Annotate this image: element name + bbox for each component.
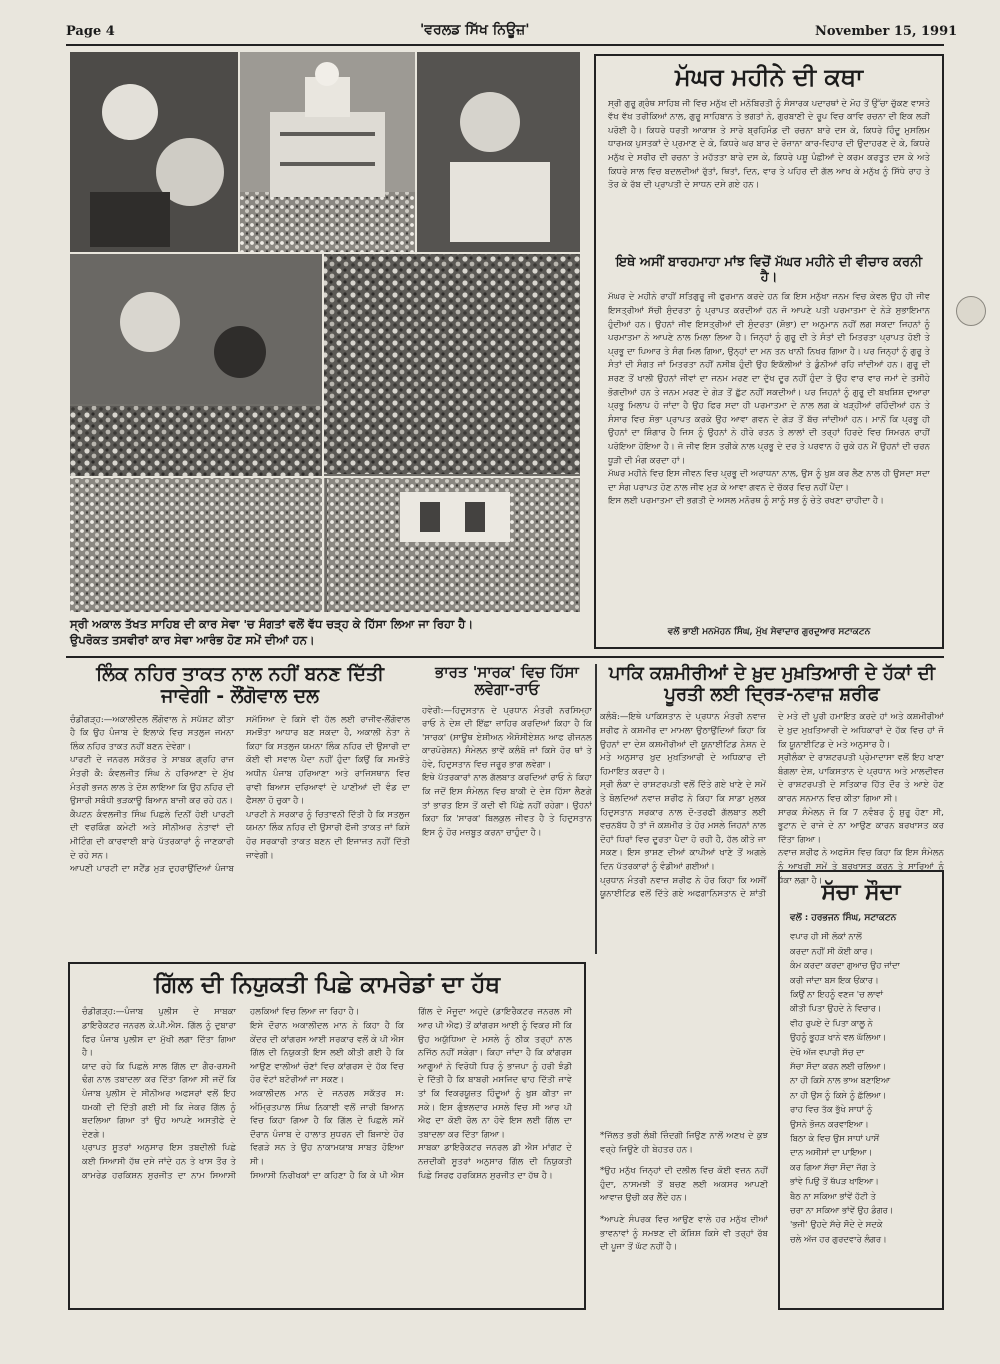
poem-line: ਬਿਠਾ ਕੇ ਵਿਚ ਉਸ ਸਾਧਾਂ ਪਾਸੋਂ (790, 1132, 880, 1143)
column-rule (595, 664, 597, 954)
gill-title: ਗਿੱਲ ਦੀ ਨਿਯੁਕਤੀ ਪਿਛੇ ਕਾਮਰੇਡਾਂ ਦਾ ਹੱਥ (153, 972, 501, 998)
photo-collage-image (70, 52, 580, 612)
poem-line: ਰਾਹ ਵਿਚ ਤੱਕ ਭੁੱਖੇ ਸਾਧਾਂ ਨੂੰ (790, 1104, 873, 1115)
poem-line: ਕੀਤੀ ਪਿਤਾ ਉਹਦੇ ਨੇ ਵਿਚਾਰ। (790, 1003, 882, 1014)
quotes-column (600, 1130, 768, 1310)
poem-line: ਚਲੇ ਅੱਜ ਹਰ ਗੁਰਦਵਾਰੇ ਲੰਗਰ। (790, 1233, 887, 1244)
poem-line: ਦਾਨ ਅਸੀਸਾਂ ਦਾ ਪਾਇਆ। (790, 1147, 873, 1158)
poem-line: ਕਰਦਾ ਨਹੀਂ ਸੀ ਕੋਈ ਕਾਰ। (790, 945, 873, 956)
quote-3: *ਆਪਣੇ ਸੰਪਰਕ ਵਿਚ ਆਉਣ ਵਾਲੇ ਹਰ ਮਨੁੱਖ ਦੀਆਂ ਭਾਵਨਾਵਾਂ ਨੂੰ ਸਮਝਣ ਦੀ ਕੋਸ਼ਿਸ਼ ਕਿਸੇ ਵੀ ਤਰ੍ਹਾਂ ਰੱਬ ਦੀ ਪੂਜਾ ਤੋਂ ਘੱਟ ਨਹੀਂ ਹੈ। (600, 1214, 768, 1253)
poem-line: ਨਾ ਹੀ ਉਸ ਨੂੰ ਕਿਸੇ ਨੂੰ ਛੱਲਿਆ। (790, 1089, 887, 1100)
issue-date: November 15, 1991 (815, 24, 958, 39)
kashmir-title: ਪਾਕਿ ਕਸ਼ਮੀਰੀਆਂ ਦੇ ਖ਼ੁਦ ਮੁਖ਼ਤਿਆਰੀ ਦੇ ਹੱਕਾਂ ਦੀ ਪੂਰਤੀ ਲਈ ਦ੍ਰਿੜ-ਨਵਾਜ਼ ਸ਼ਰੀਫ (608, 663, 936, 705)
katha-title: ਮੱਘਰ ਮਹੀਨੇ ਦੀ ਕਥਾ (675, 63, 863, 91)
katha-subhead: ਇਥੇ ਅਸੀਂ ਬਾਰਹਮਾਹਾ ਮਾਂਝ ਵਿਚੋਂ ਮੱਘਰ ਮਹੀਨੇ ਦੀ ਵੀਚਾਰ ਕਰਨੀ ਹੈ। (615, 254, 923, 285)
gill-article (68, 962, 586, 1310)
poem-line: ਕਿਉਂ ਨਾ ਇਹਨੂੰ ਵਣਜ 'ਚ ਲਾਵਾਂ (790, 988, 884, 999)
poem-line: ਭਾਂਵੇ ਪਿਉ ਤੋਂ ਥੱਪੜ ਖਾਇਆ। (790, 1176, 879, 1187)
longowal-title: ਲਿੰਕ ਨਹਿਰ ਤਾਕਤ ਨਾਲ ਨਹੀਂ ਬਨਣ ਦਿੱਤੀ ਜਾਵੇਗੀ - ਲੌਂਗੋਵਾਲ ਦਲ (96, 663, 384, 707)
katha-byline: ਵਲੋਂ ਭਾਈ ਮਨਮੋਹਨ ਸਿੰਘ, ਮੁੱਖ ਸੇਵਾਦਾਰ ਗੁਰਦੁਆਰ ਸਟਾਕਟਨ (667, 627, 871, 638)
poem-line: ਉਸਨੇ ਭੋਜਨ ਕਰਵਾਇਆ। (790, 1118, 869, 1129)
poem-line: ਉਹਨੂੰ ਭੂਹੜ ਖਾਨੇ ਵਲ ਘੱਲਿਆ। (790, 1032, 887, 1043)
photo-caption (70, 616, 585, 648)
longowal-article (70, 664, 410, 939)
sauda-byline: ਵਲੋਂ : ਹਰਭਜਨ ਸਿੰਘ, ਸਟਾਕਟਨ (790, 913, 897, 924)
header-rule (66, 44, 944, 46)
page-number: Page 4 (66, 24, 115, 39)
quote-2: *ਉਹ ਮਨੁੱਖ ਜਿਨ੍ਹਾਂ ਦੀ ਦਲੀਲ ਵਿਚ ਕੋਈ ਵਜ਼ਨ ਨਹੀਂ ਹੁੰਦਾ, ਨਾਸਮਝੀ ਤੋਂ ਬਚਣ ਲਈ ਅਕਸਰ ਆਪਣੀ ਆਵਾਜ਼ ਉਚੀ ਕਰ ਲੈਂਦੇ ਹਨ। (600, 1166, 768, 1204)
photo-caption-line2: ਉਪਰੋਕਤ ਤਸਵੀਰਾਂ ਕਾਰ ਸੇਵਾ ਆਰੰਭ ਹੋਣ ਸਮੇਂ ਦੀਆਂ ਹਨ। (70, 633, 315, 647)
section-rule (66, 656, 944, 658)
poem-line: ਦੇਖੋ ਅੱਜ ਵਪਾਰੀ ਸੱਚ ਦਾ (790, 1046, 865, 1057)
gill-body: ਚੰਡੀਗੜ੍ਹ:—ਪੰਜਾਬ ਪੁਲੀਸ ਦੇ ਸਾਬਕਾ ਡਾਇਰੈਕਟਰ ਜਨਰਲ ਕੇ.ਪੀ.ਐਸ. ਗਿੱਲ ਨੂੰ ਦੁਬਾਰਾ ਫਿਰ ਪੰਜਾਬ ਪੁਲੀਸ ਦਾ ਮੁੱਖੀ ਲਗਾ ਦਿੱਤਾ ਗਿਆ ਹੈ। ਯਾਦ ਰਹੇ ਕਿ ਪਿਛਲੇ ਸਾਲ ਗਿੱਲ ਦਾ ਗੈਰ-ਰਸਮੀ ਢੰਗ ਨਾਲ ਤਬਾਦਲਾ ਕਰ ਦਿੱਤਾ ਗਿਆ ਸੀ ਜਦੋਂ ਕਿ ਪੰਜਾਬ ਪੁਲੀਸ ਦੇ ਸੀਨੀਅਰ ਅਫਸਰਾਂ ਵਲੋਂ ਇਹ ਧਮਕੀ ਦੀ ਦਿੱਤੀ ਗਈ ਸੀ ਕਿ ਜੇਕਰ ਗਿੱਲ ਨੂੰ ਬਦਲਿਆ ਗਿਆ ਤਾਂ ਉਹ ਆਪਣੇ ਅਸਤੀਫੇ ਦੇ ਦੇਣਗੇ। ਪ੍ਰਾਪਤ ਸੂਤਰਾਂ ਅਨੁਸਾਰ ਇਸ ਤਬਦੀਲੀ ਪਿਛੇ ਕਈ ਸਿਆਸੀ ਹੱਥ ਦਸੇ ਜਾਂਦੇ ਹਨ ਤੇ ਖਾਸ ਤੌਰ ਤੇ ਕਾਮਰੇਡ ਹਰਕਿਸ਼ਨ ਸੁਰਜੀਤ ਦਾ ਨਾਮ ਸਿਆਸੀ ਹਲਕਿਆਂ ਵਿਚ ਲਿਆ ਜਾ ਰਿਹਾ ਹੈ। ਇਸੇ ਦੌਰਾਨ ਅਕਾਲੀਦਲ ਮਾਨ ਨੇ ਕਿਹਾ ਹੈ ਕਿ ਕੇਂਦਰ ਦੀ ਕਾਂਗਰਸ ਆਈ ਸਰਕਾਰ ਵਲੋਂ ਕੇ ਪੀ ਐਸ ਗਿੱਲ ਦੀ ਨਿਯੁਕਤੀ ਇਸ ਲਈ ਕੀਤੀ ਗਈ ਹੈ ਕਿ ਆਉਣ ਵਾਲੀਆਂ ਚੋਣਾਂ ਵਿਚ ਕਾਂਗਰਸ ਦੇ ਹੱਕ ਵਿਚ ਹੋਰ ਵੋਟਾਂ ਬਟੋਰੀਆਂ ਜਾ ਸਕਣ। ਅਕਾਲੀਦਲ ਮਾਨ ਦੇ ਜਨਰਲ ਸਕੱਤਰ ਸ: ਅੰਮ੍ਰਿਤਪਾਲ ਸਿੰਘ ਨਿਕਾਈ ਵਲੋਂ ਜਾਰੀ ਬਿਆਨ ਵਿਚ ਕਿਹਾ ਗਿਆ ਹੈ ਕਿ ਗਿੱਲ ਦੇ ਪਿਛਲੇ ਸਮੇਂ ਦੌਰਾਨ ਪੰਜਾਬ ਦੇ ਹਾਲਾਤ ਸੁਧਰਨ ਦੀ ਬਿਜਾਏ ਹੋਰ ਵਿਗੜੇ ਸਨ ਤੇ ਉਹ ਨਾਕਾਮਯਾਬ ਸਾਬਤ ਹੋਇਆ ਸੀ। ਸਿਆਸੀ ਨਿਰੀਖਕਾਂ ਦਾ ਕਹਿਣਾ ਹੈ ਕਿ ਕੇ ਪੀ ਐਸ ਗਿੱਲ ਦੇ ਮੌਜੂਦਾ ਅਹੁਦੇ (ਡਾਇਰੈਕਟਰ ਜਨਰਲ ਸੀ ਆਰ ਪੀ ਐਫ) ਤੋਂ ਕਾਂਗਰਸ ਆਈ ਨੂੰ ਵਿਕਰ ਸੀ ਕਿ ਉਹ ਅਯੁੱਧਿਆ ਦੇ ਮਸਲੇ ਨੂੰ ਠੀਕ ਤਰ੍ਹਾਂ ਨਾਲ ਨਜਿੱਠ ਨਹੀਂ ਸਕੇਗਾ। ਕਿਹਾ ਜਾਂਦਾ ਹੈ ਕਿ ਕਾਂਗਰਸ ਆਗੂਆਂ ਨੇ ਵਿਰੋਧੀ ਧਿਰ ਨੂੰ ਭਾਜਪਾ ਨੂੰ ਹਰੀ ਝੰਡੀ ਦੇ ਦਿੱਤੀ ਹੈ ਕਿ ਬਾਬਰੀ ਮਸਜਿਦ ਢਾਹ ਦਿੱਤੀ ਜਾਵੇ ਤਾਂ ਕਿ ਵਿਕਰਯੂਜ਼ਤ ਹਿੰਦੂਆਂ ਨੂੰ ਖੁਸ਼ ਕੀਤਾ ਜਾ ਸਕੇ। ਇਸ ਗੁੰਝਲਦਾਰ ਮਸਲੇ ਵਿਚ ਸੀ ਆਰ ਪੀ ਐਫ ਦਾ ਕੋਈ ਰੋਲ ਨਾ ਹੋਵੇ ਇਸ ਲਈ ਗਿੱਲ ਦਾ ਤਬਾਦਲਾ ਕਰ ਦਿੱਤਾ ਗਿਆ। ਸਾਬਕਾ ਡਾਇਰੈਕਟਰ ਜਨਰਲ ਡੀ ਐਸ ਮਾਂਗਟ ਦੇ ਨਜ਼ਦੀਕੀ ਸੂਤਰਾਂ ਅਨੁਸਾਰ ਗਿੱਲ ਦੀ ਨਿਯੁਕਤੀ ਪਿਛੇ ਸਿਰਫ ਹਰਕਿਸ਼ਨ ਸੁਰਜੀਤ ਦਾ ਹੱਥ ਹੈ। (82, 1007, 572, 1181)
binder-hole (956, 296, 986, 326)
katha-intro: ਸ੍ਰੀ ਗੁਰੂ ਗ੍ਰੰਥ ਸਾਹਿਬ ਜੀ ਵਿਚ ਮਨੁੱਖ ਦੀ ਮਨੋਬਿਰਤੀ ਨੂੰ ਸੰਸਾਰਕ ਪਦਾਰਥਾਂ ਦੇ ਮੋਹ ਤੋਂ ਉੱਚਾ ਚੁੱਕਣ ਵਾਸਤੇ ਵੱਖ ਵੱਖ ਤਰੀਕਿਆਂ ਨਾਲ, ਗੁਰੂ ਸਾਹਿਬਾਨ ਤੇ ਭਗਤਾਂ ਨੇ, ਗੁਰਬਾਣੀ ਦੇ ਰੂਪ ਵਿਚ ਕਾਵਿ ਰਚਨਾ ਦੀ ਇਕ ਲੜੀ ਪਰੋਈ ਹੈ। ਕਿਧਰੇ ਧਰਤੀ ਆਕਾਸ਼ ਤੇ ਸਾਰੇ ਬ੍ਰਹਿਮੰਡ ਦੀ ਰਚਨਾ ਬਾਰੇ ਦਸ ਕੇ, ਕਿਧਰੇ ਹਿੰਦੂ ਮੁਸਲਿਮ ਧਾਰਮਕ ਪੁਸਤਕਾਂ ਦੇ ਪ੍ਰਮਾਣ ਦੇ ਕੇ, ਕਿਧਰੇ ਘਰ ਬਾਰ ਦੇ ਰੋਜ਼ਾਨਾ ਕਾਰ-ਵਿਹਾਰ ਦੀ ਉਦਾਹਰਣ ਦੇ ਕੇ, ਕਿਧਰੇ ਮਨੁੱਖ ਦੇ ਸਰੀਰ ਦੀ ਰਚਨਾ ਤੇ ਮਹੱਤਤਾ ਬਾਰੇ ਦਸ ਕੇ, ਕਿਧਰੇ ਪਸ਼ੂ ਪੰਛੀਆਂ ਦੇ ਕਰਮ ਕਰਤੂਤ ਦਸ ਕੇ ਅਤੇ ਕਿਧਰੇ ਸਾਲ ਵਿਚ ਬਦਲਦੀਆਂ ਰੁੱਤਾਂ, ਥਿਤਾਂ, ਦਿਨ, ਵਾਰ ਤੇ ਪਹਿਰ ਦੀ ਗੱਲ ਆਖ ਕੇ ਮਨੁੱਖ ਨੂੰ ਸਿੱਧੇ ਰਾਹ ਤੇ ਤੋਰ ਕੇ ਰੱਬ ਦੀ ਪ੍ਰਾਪਤੀ ਦੇ ਸਾਧਨ ਦਸੇ ਗਏ ਹਨ। (608, 98, 930, 191)
photo-caption-line1: ਸ੍ਰੀ ਅਕਾਲ ਤੱਖਤ ਸਾਹਿਬ ਦੀ ਕਾਰ ਸੇਵਾ 'ਚ ਸੰਗਤਾਂ ਵਲੋਂ ਵੱਧ ਚੜ੍ਹ ਕੇ ਹਿੱਸਾ ਲਿਆ ਜਾ ਰਿਹਾ ਹੈ। (70, 617, 474, 631)
poem-line: ਬੈਠ ਨਾ ਸਕਿਆ ਭਾਂਵੇਂ ਹੱਟੀ ਤੇ (790, 1190, 876, 1201)
sauda-lines (790, 929, 932, 1246)
kashmir-body: ਕਲੰਬੋ:—ਇਥੇ ਪਾਕਿਸਤਾਨ ਦੇ ਪ੍ਰਧਾਨ ਮੰਤਰੀ ਨਵਾਜ਼ ਸ਼ਰੀਫ ਨੇ ਕਸ਼ਮੀਰ ਦਾ ਮਾਮਲਾ ਉਠਾਉਂਦਿਆਂ ਕਿਹਾ ਕਿ ਉਹਨਾਂ ਦਾ ਦੇਸ਼ ਕਸ਼ਮੀਰੀਆਂ ਦੀ ਯੂਨਾਈਟਿਡ ਨੇਸ਼ਨ ਦੇ ਮਤੇ ਅਨੁਸਾਰ ਖ਼ੁਦ ਮੁਖ਼ਤਿਆਰੀ ਦੇ ਅਧਿਕਾਰ ਦੀ ਹਿਮਾਇਤ ਕਰਦਾ ਹੈ। ਸ੍ਰੀ ਲੰਕਾ ਦੇ ਰਾਸ਼ਟਰਪਤੀ ਵਲੋਂ ਦਿੱਤੇ ਗਏ ਖਾਣੇ ਦੇ ਸਮੇਂ ਤੇ ਬੋਲਦਿਆਂ ਨਵਾਜ਼ ਸ਼ਰੀਫ ਨੇ ਕਿਹਾ ਕਿ ਸਾਡਾ ਮੁਲਕ ਹਿਦੁਸਤਾਨ ਸਰਕਾਰ ਨਾਲ ਦੋ-ਤਰਫੀ ਗੱਲਬਾਤ ਲਈ ਵਚਨਬੱਧ ਹੈ ਤਾਂ ਜੋ ਕਸ਼ਮੀਰ ਤੇ ਹੋਰ ਮਸਲੇ ਜਿਹਨਾਂ ਨਾਲ ਦੋਹਾਂ ਧਿਰਾਂ ਵਿਚ ਦੂਰਤਾ ਪੈਦਾ ਹੋ ਰਹੀ ਹੈ, ਹੱਲ ਕੀਤੇ ਜਾ ਸਕਣ। ਇਸ ਭਾਸ਼ਣ ਦੀਆਂ ਕਾਪੀਆਂ ਖਾਣੇ ਤੋਂ ਅਗਲੇ ਦਿਨ ਪੱਤਰਕਾਰਾਂ ਨੂੰ ਵੰਡੀਆਂ ਗਈਆਂ। ਪ੍ਰਧਾਨ ਮੰਤਰੀ ਨਵਾਜ਼ ਸ਼ਰੀਫ ਨੇ ਹੋਰ ਕਿਹਾ ਕਿ ਅਸੀਂ ਯੂਨਾਈਟਿਡ ਵਲੋਂ ਦਿੱਤੇ ਗਏ ਅਫਗਾਨਿਸਤਾਨ ਦੇ ਸ਼ਾਂਤੀ ਦੇ ਮਤੇ ਦੀ ਪੂਰੀ ਹਮਾਇਤ ਕਰਦੇ ਹਾਂ ਅਤੇ ਕਸ਼ਮੀਰੀਆਂ ਦੇ ਖ਼ੁਦ ਮੁਖ਼ਤਿਆਰੀ ਦੇ ਅਧਿਕਾਰਾਂ ਦੇ ਹੱਕ ਵਿਚ ਹਾਂ ਜੋ ਕਿ ਯੂਨਾਈਟਿਡ ਦੇ ਮਤੇ ਅਨੁਸਾਰ ਹੈ। ਸ੍ਰੀਲੰਕਾ ਦੇ ਰਾਸ਼ਟਰਪਤੀ ਪ੍ਰੇਮਾਦਾਸਾ ਵਲੋਂ ਇਹ ਖਾਣਾ ਬੰਗਲਾ ਦੇਸ਼, ਪਾਕਿਸਤਾਨ ਦੇ ਪ੍ਰਧਾਨ ਅਤੇ ਮਾਲਦੀਵਜ਼ ਦੇ ਰਾਸ਼ਟਰਪਤੀ ਦੇ ਸਤਿਕਾਰ ਹਿੱਤ ਦੌਰ ਤੇ ਆਏ ਹੋਣ ਕਾਰਨ ਸਨਮਾਨ ਵਿਚ ਕੀਤਾ ਗਿਆ ਸੀ। ਸਾਰਕ ਸੰਮੇਲਨ ਜੋ ਕਿ 7 ਨਵੰਬਰ ਨੂੰ ਸ਼ੁਰੂ ਹੋਣਾ ਸੀ, ਭੂਟਾਨ ਦੇ ਰਾਜੇ ਦੇ ਨਾ ਆਉਣ ਕਾਰਨ ਬਰਖਾਸਤ ਕਰ ਦਿੱਤਾ ਗਿਆ। ਨਵਾਜ਼ ਸ਼ਰੀਫ ਨੇ ਅਫਸੋਸ ਵਿਚ ਕਿਹਾ ਕਿ ਇਸ ਸੰਮੇਲਨ ਨੂੰ ਆਖਰੀ ਸਮੇਂ ਤੇ ਬਰਖਾਸਤ ਕਰਨ ਤੇ ਸਾਰਿਆਂ ਨੂੰ ਧੱਕਾ ਲਗਾ ਹੈ। (600, 712, 944, 900)
katha-body: ਮੱਘਰ ਦੇ ਮਹੀਨੇ ਰਾਹੀਂ ਸਤਿਗੁਰੂ ਜੀ ਫੁਰਮਾਨ ਕਰਦੇ ਹਨ ਕਿ ਇਸ ਮਨੁੱਖਾ ਜਨਮ ਵਿਚ ਕੇਵਲ ਉਹ ਹੀ ਜੀਵ ਇਸਤ੍ਰੀਆਂ ਸੱਚੀ ਸੁੰਦਰਤਾ ਨੂੰ ਪ੍ਰਾਪਤ ਕਰਦੀਆਂ ਹਨ ਜੋ ਆਪਣੇ ਪਤੀ ਪਰਮਾਤਮਾ ਦੇ ਨੇੜੇ ਸੁਭਾਇਮਾਨ ਹੁੰਦੀਆਂ ਹਨ। ਉਹਨਾਂ ਜੀਵ ਇਸਤ੍ਰੀਆਂ ਦੀ ਸੁੰਦਰਤਾ (ਸ਼ੋਭਾ) ਦਾ ਅਨੁਮਾਨ ਨਹੀਂ ਲਗ ਸਕਦਾ ਜਿਹਨਾਂ ਨੂੰ ਪਰਮਾਤਮਾ ਨੇ ਆਪਣੇ ਨਾਲ ਮਿਲਾ ਲਿਆ ਹੈ। ਜਿਨ੍ਹਾਂ ਨੂੰ ਗੁਰੂ ਦੀ ਤੇ ਸੰਤਾਂ ਦੀ ਮਿਤਰਤਾ ਪ੍ਰਾਪਤ ਹੋਈ ਤੇ ਪ੍ਰਭੂ ਦਾ ਪਿਆਰ ਤੇ ਸੰਗ ਮਿਲ ਗਿਆ, ਉਨ੍ਹਾਂ ਦਾ ਮਨ ਤਨ ਖਾਨੀ ਨਿਖਰ ਗਿਆ ਹੈ। ਪਰ ਜਿਨ੍ਹਾਂ ਨੂੰ ਗੁਰੂ ਤੇ ਸੰਤਾਂ ਦੀ ਸੰਗਤ ਜਾਂ ਮਿਤਰਤਾ ਨਹੀਂ ਨਸੀਬ ਹੁੰਦੀ ਉਹ ਇਕੱਲੀਆਂ ਤੇ ਡੁੰਨੀਆਂ ਰਹਿ ਜਾਂਦੀਆਂ ਹਨ। ਗੁਰੂ ਦੀ ਸ਼ਰਣ ਤੋਂ ਖਾਲੀ ਉਹਨਾਂ ਜੀਵਾਂ ਦਾ ਜਨਮ ਮਰਣ ਦਾ ਦੁੱਖ ਦੂਰ ਨਹੀਂ ਹੁੰਦਾ ਤੇ ਉਹ ਵਾਰ ਵਾਰ ਜਮਾਂ ਦੇ ਤਸੀਹੇ ਭੋਗਦੀਆਂ ਹਨ ਤੇ ਜਨਮ ਮਰਣ ਦੇ ਗੇੜ ਤੋਂ ਛੁੱਟ ਨਹੀਂ ਸਕਦੀਆਂ। ਪਰ ਜਿਹਨਾਂ ਨੂੰ ਗੁਰੂ ਦੀ ਬਖਸ਼ਿਸ਼ ਦੁਆਰਾ ਪ੍ਰਭੂ ਮਿਲਾਪ ਹੋ ਜਾਂਦਾ ਹੈ ਉਹ ਫਿਰ ਸਦਾ ਹੀ ਪਰਮਾਤਮਾ ਦੇ ਨਾਲ ਲਗ ਕੇ ਖੜ੍ਹੀਆਂ ਰਹਿੰਦੀਆਂ ਹਨ ਤੇ ਸੰਸਾਰ ਵਿਚ ਸ਼ੋਭਾ ਪ੍ਰਾਪਤ ਕਰਕੇ ਉਹ ਆਵਾ ਗਵਨ ਦੇ ਗੇੜ ਤੋਂ ਬੱਚ ਜਾਂਦੀਆਂ ਹਨ। ਮਾਨੋਂ ਕਿ ਪ੍ਰਭੂ ਹੀ ਉਹਨਾਂ ਦਾ ਸ਼ਿੰਗਾਰ ਹੈ ਜਿਸ ਨੂੰ ਉਹਨਾਂ ਨੇ ਹੀਰੇ ਰਤਨ ਤੇ ਲਾਲਾਂ ਦੀ ਤਰ੍ਹਾਂ ਹਿਰਦੇ ਵਿਚ ਸਿਮਰਨ ਰਾਹੀਂ ਪਰੋਇਆ ਹੋਇਆ ਹੈ। ਜੋ ਜੀਵ ਇਸ ਤਰੀਕੇ ਨਾਲ ਪ੍ਰਭੂ ਦੇ ਦਰ ਤੇ ਪਰਵਾਨ ਹੋ ਚੁਕੇ ਹਨ ਮੈਂ ਉਹਨਾਂ ਦੀ ਚਰਨ ਧੂੜੀ ਦੀ ਮੰਗ ਕਰਦਾ ਹਾਂ। ਮੱਘਰ ਮਹੀਨੇ ਵਿਚ ਇਸ ਜੀਵਨ ਵਿਚ ਪ੍ਰਭੂ ਦੀ ਅਰਾਧਨਾ ਨਾਲ, ਉਸ ਨੂੰ ਖੁਸ਼ ਕਰ ਲੈਣ ਨਾਲ ਹੀ ਉਸਦਾ ਸਦਾ ਦਾ ਸੰਗ ਪਰਾਪਤ ਹੋਣ ਨਾਲ ਜੀਵ ਮੁੜ ਕੇ ਆਵਾ ਗਵਨ ਦੇ ਚੱਕਰ ਵਿਚ ਨਹੀਂ ਪੈਂਦਾ। ਇਸ ਲਈ ਪਰਮਾਤਮਾ ਦੀ ਭਗਤੀ ਦੇ ਅਸਲ ਮਨੋਰਥ ਨੂੰ ਸਾਨੂੰ ਸਭ ਨੂੰ ਚੇਤੇ ਰਖਣਾ ਚਾਹੀਦਾ ਹੈ। (608, 292, 930, 507)
poem-line: 'ਭਜੀ' ਉਹਦੇ ਸੱਚੇ ਸੌਦੇ ਦੇ ਸਦਕੇ (790, 1219, 883, 1230)
poem-line: ਵੀਹ ਰੁਪਏ ਦੇ ਪਿਤਾ ਕਾਲੂ ਨੇ (790, 1017, 873, 1028)
saarc-article (422, 664, 592, 930)
masthead: 'ਵਰਲਡ ਸਿੱਖ ਨਿਊਜ਼' (420, 22, 530, 38)
sauda-title: ਸੱਚਾ ਸੌਦਾ (821, 880, 901, 905)
poem-line: ਕੰਮ ਕਰਦਾ ਕਰਦਾ ਗੁਆਚ ਉਹ ਜਾਂਦਾ (790, 960, 900, 971)
poem-line: ਸੱਚਾ ਸੌਦਾ ਕਰਨ ਲਈ ਚਲਿਆ। (790, 1060, 887, 1071)
saarc-title: ਭਾਰਤ 'ਸਾਰਕ' ਵਿਚ ਹਿੱਸਾ ਲਵੇਗਾ-ਰਾਓ (435, 663, 579, 699)
poem-line: ਵਪਾਰ ਹੀ ਸੀ ਲੋਕਾਂ ਨਾਲੋਂ (790, 931, 862, 942)
poem-line: ਕਰੀ ਜਾਂਦਾ ਬਸ ਇਕ ਓਂਕਾਰ। (790, 974, 879, 985)
katha-article (594, 54, 944, 649)
poem-line: ਨਾ ਹੀ ਕਿਸੇ ਨਾਲ ਭਾਅ ਬਣਾਇਆ (790, 1075, 891, 1086)
poem-line: ਕਰ ਗਿਆ ਸੱਚਾ ਸੌਦਾ ਜੱਗ ਤੇ (790, 1161, 876, 1172)
quote-1: *ਜਿੱਲਤ ਭਰੀ ਲੰਬੀ ਜ਼ਿੰਦਗੀ ਜਿਉਣ ਨਾਲੋਂ ਅਣਖ ਦੇ ਕੁਝ ਵਰ੍ਹੇ ਜਿਊਣੇ ਹੀ ਬੇਹਤਰ ਹਨ। (600, 1131, 768, 1155)
sauda-poem (778, 870, 944, 1310)
poem-line: ਚਰਾ ਨਾ ਸਕਿਆ ਭਾਂਵੇਂ ਉਹ ਡੰਗਰ। (790, 1205, 894, 1216)
longowal-body: ਚੰਡੀਗੜ੍ਹ:—ਅਕਾਲੀਦਲ ਲੌਂਗੋਵਾਲ ਨੇ ਸਪੱਸ਼ਟ ਕੀਤਾ ਹੈ ਕਿ ਉਹ ਪੰਜਾਬ ਦੇ ਇਲਾਕੇ ਵਿਚ ਸਤਲੁਜ ਜਮਨਾ ਲਿੰਕ ਨਹਿਰ ਤਾਕਤ ਨਹੀਂ ਬਣਨ ਦੇਵੇਗਾ। ਪਾਰਟੀ ਦੇ ਜਨਰਲ ਸਕੱਤਰ ਤੇ ਸਾਬਕ ਗ੍ਰਹਿ ਰਾਜ ਮੰਤਰੀ ਕੈ: ਕੰਵਲਜੀਤ ਸਿੰਘ ਨੇ ਹਰਿਆਣਾ ਦੇ ਮੁੱਖ ਮੰਤਰੀ ਭਜਨ ਲਾਲ ਤੇ ਦੋਸ਼ ਲਾਇਆ ਕਿ ਉਹ ਨਹਿਰ ਦੀ ਉਸਾਰੀ ਸਬੰਧੀ ਭੜਕਾਊ ਬਿਆਨ ਬਾਜ਼ੀ ਕਰ ਰਹੇ ਹਨ। ਕੈਪਟਨ ਕੰਵਲਜੀਤ ਸਿੰਘ ਪਿਛਲੇ ਦਿਨੀਂ ਹੋਈ ਪਾਰਟੀ ਦੀ ਵਰਕਿੰਗ ਕਮੇਟੀ ਅਤੇ ਸੀਨੀਅਰ ਨੇਤਾਵਾਂ ਦੀ ਮੀਟਿੰਗ ਦੀ ਕਾਰਵਾਈ ਬਾਰੇ ਪੱਤਰਕਾਰਾਂ ਨੂੰ ਜਾਣਕਾਰੀ ਦੇ ਰਹੇ ਸਨ। ਆਪਣੀ ਪਾਰਟੀ ਦਾ ਸਟੈਂਡ ਮੁੜ ਦੁਹਰਾਉਂਦਿਆਂ ਪੰਜਾਬ ਸਮੱਸਿਆ ਦੇ ਕਿਸੇ ਵੀ ਹੱਲ ਲਈ ਰਾਜੀਵ-ਲੌਂਗੋਵਾਲ ਸਮਝੌਤਾ ਆਧਾਰ ਬਣ ਸਕਦਾ ਹੈ, ਅਕਾਲੀ ਨੇਤਾ ਨੇ ਕਿਹਾ ਕਿ ਸਤਲੁਜ ਯਮਨਾ ਲਿੰਕ ਨਹਿਰ ਦੀ ਉਸਾਰੀ ਦਾ ਕੋਈ ਵੀ ਸਵਾਲ ਪੈਦਾ ਨਹੀਂ ਹੁੰਦਾ ਕਿਉਂ ਕਿ ਸਮਝੌਤੇ ਅਧੀਨ ਪੰਜਾਬ ਹਰਿਆਣਾ ਅਤੇ ਰਾਜਿਸਥਾਨ ਵਿਚ ਰਾਵੀ ਬਿਆਸ ਦਰਿਆਵਾਂ ਦੇ ਪਾਣੀਆਂ ਦੀ ਵੰਡ ਦਾ ਫੈਸਲਾ ਹੋ ਚੁਕਾ ਹੈ। ਪਾਰਟੀ ਨੇ ਸਰਕਾਰ ਨੂੰ ਚਿਤਾਵਨੀ ਦਿੱਤੀ ਹੈ ਕਿ ਸਤਲੁਜ ਯਮਨਾ ਲਿੰਕ ਨਹਿਰ ਦੀ ਉਸਾਰੀ ਫੌਜੀ ਤਾਕਤ ਜਾਂ ਕਿਸੇ ਹੋਰ ਸਰਕਾਰੀ ਤਾਕਤ ਬਣਨ ਦੀ ਇਜਾਜਤ ਨਹੀਂ ਦਿੱਤੀ ਜਾਵੇਗੀ। (70, 714, 410, 875)
photo-collage (70, 52, 580, 612)
saarc-body: ਹਵੇਰੀ:—ਹਿਦੁਸਤਾਨ ਦੇ ਪ੍ਰਧਾਨ ਮੰਤਰੀ ਨਰਸਿਮ੍ਹਾ ਰਾਓ ਨੇ ਦੇਸ਼ ਦੀ ਇੱਛਾ ਜ਼ਾਹਿਰ ਕਰਦਿਆਂ ਕਿਹਾ ਹੈ ਕਿ 'ਸਾਰਕ' (ਸਾਊਥ ਏਸ਼ੀਅਨ ਐਸੋਸੀਏਸ਼ਨ ਆਫ ਰੀਜਨਲ ਕਾਰਪੋਰੇਸ਼ਨ) ਸੰਮੇਲਨ ਭਾਵੇਂ ਕਲੰਬੋ ਜਾਂ ਕਿਸੇ ਹੋਰ ਥਾਂ ਤੇ ਹੋਵੇ, ਹਿਦੁਸਤਾਨ ਵਿਚ ਜਰੂਰ ਭਾਗ ਲਵੇਗਾ। ਇਥੇ ਪੱਤਰਕਾਰਾਂ ਨਾਲ ਗੱਲਬਾਤ ਕਰਦਿਆਂ ਰਾਓ ਨੇ ਕਿਹਾ ਕਿ ਜਦੋਂ ਇਸ ਸੰਮੇਲਨ ਵਿਚ ਬਾਕੀ ਦੇ ਦੇਸ਼ ਹਿੱਸਾ ਲੈਣਗੇ ਤਾਂ ਭਾਰਤ ਇਸ ਤੋਂ ਕਦੀ ਵੀ ਪਿੱਛੇ ਨਹੀਂ ਰਹੇਗਾ। ਉਹਨਾਂ ਕਿਹਾ ਕਿ 'ਸਾਰਕ' ਬਿਲਕੁਲ ਜੀਵਤ ਹੈ ਤੇ ਹਿਦੁਸਤਾਨ ਇਸ ਨੂੰ ਹੋਰ ਮਜ਼ਬੂਤ ਕਰਨਾ ਚਾਹੁੰਦਾ ਹੈ। (422, 705, 592, 838)
